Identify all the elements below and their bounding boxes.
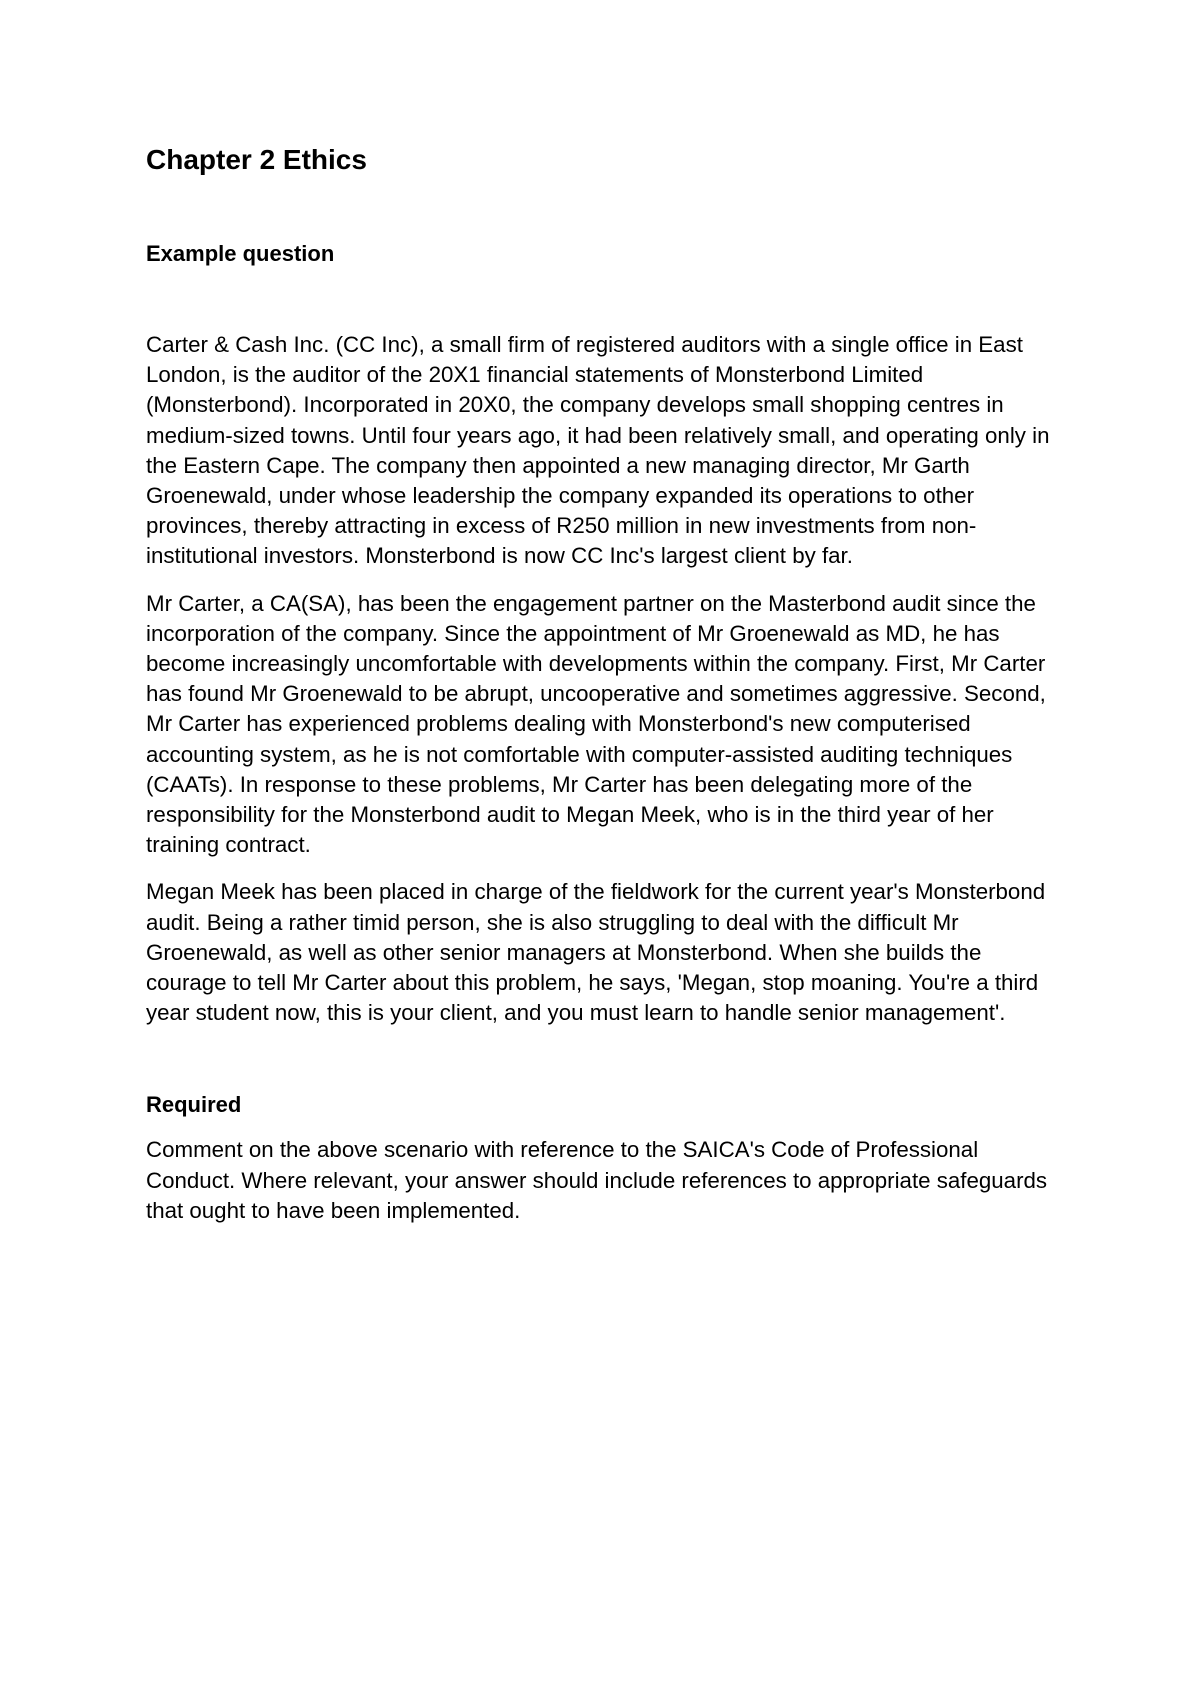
scenario-paragraph-3: Megan Meek has been placed in charge of the fieldwork for the current year's Monsterbond audit. Being a rather timid person, she is also struggling to deal with the difficult Mr Groenewald, as well as other senior managers at Monsterbond. When she builds the courage to tell Mr Carter about this problem, he says, 'Megan, stop moaning. You're a third year student now, this is your client, and you must learn to handle senior management'. xyxy=(146,879,1046,1026)
required-heading: Required xyxy=(146,1092,242,1118)
document-content xyxy=(146,143,1066,1226)
scenario-paragraph-2: Mr Carter, a CA(SA), has been the engagement partner on the Masterbond audit since the incorporation of the company. Since the appointment of Mr Groenewald as MD, he has become increasingly uncomfortable with developments within the company. First, Mr Carter has found Mr Groenewald to be abrupt, uncooperative and sometimes aggressive. Second, Mr Carter has experienced problems dealing with Monsterbond's new computerised accounting system, as he is not comfortable with computer-assisted auditing techniques (CAATs). In response to these problems, Mr Carter has been delegating more of the responsibility for the Monsterbond audit to Megan Meek, who is in the third year of her training contract. xyxy=(146,590,1046,858)
scenario-paragraph-1: Carter & Cash Inc. (CC Inc), a small firm of registered auditors with a single office in East London, is the auditor of the 20X1 financial statements of Monsterbond Limited (Monsterbond). Incorporated in 20X0, the company develops small shopping centres in medium-sized towns. Until four years ago, it had been relatively small, and operating only in the Eastern Cape. The company then appointed a new managing director, Mr Garth Groenewald, under whose leadership the company expanded its operations to other provinces, thereby attracting in excess of R250 million in new investments from non-institutional investors. Monsterbond is now CC Inc's largest client by far. xyxy=(146,332,1050,569)
example-question-heading: Example question xyxy=(146,241,335,266)
required-instruction: Comment on the above scenario with reference to the SAICA's Code of Professional Conduct. Where relevant, your answer should include references to appropriate safeguards that ought to have been implemented. xyxy=(146,1137,1048,1223)
chapter-title: Chapter 2 Ethics xyxy=(146,144,367,175)
